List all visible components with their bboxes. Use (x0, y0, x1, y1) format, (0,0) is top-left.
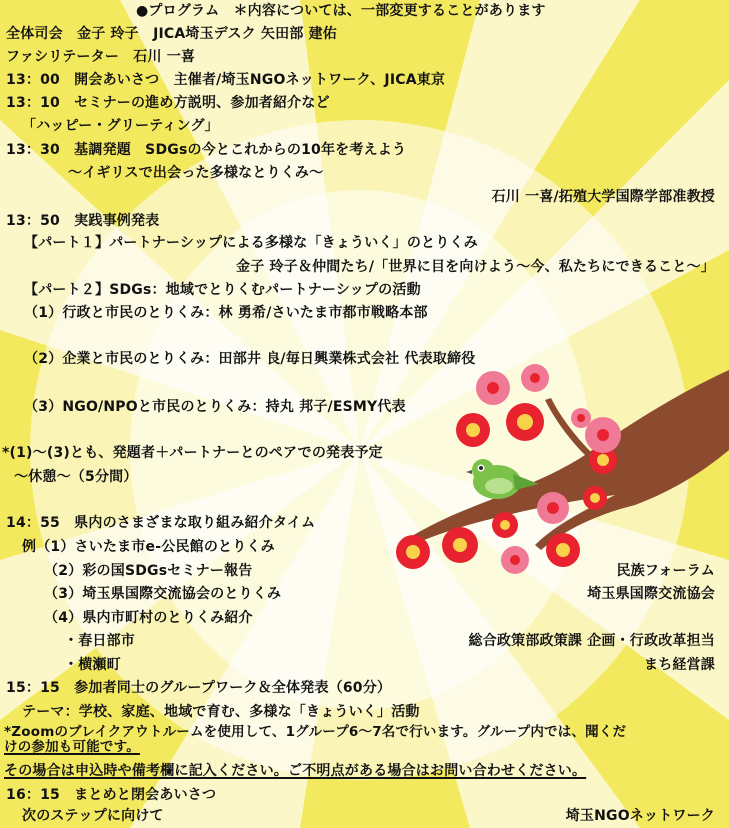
example-4a: ・春日部市 (64, 633, 135, 649)
keynote-speaker: 石川 一喜/拓殖大学国際学部准教授 (491, 189, 715, 205)
schedule-1300: 13：00 開会あいさつ 主催者/埼玉NGOネットワーク、JICA東京 (6, 72, 446, 88)
schedule-1330: 13：30 基調発題 SDGsの今とこれからの10年を考えよう (6, 142, 407, 158)
part1-title: 【パート１】パートナーシップによる多様な「きょういく」のとりくみ (24, 235, 478, 251)
part2-item-2: （2）企業と市民のとりくみ：田部井 良/毎日興業株式会社 代表取締役 (24, 351, 476, 367)
zoom-note-line3: その場合は申込時や備考欄に記入ください。ご不明点がある場合はお問い合わせください。 (4, 763, 587, 779)
mc-line: 全体司会 金子 玲子 JICA埼玉デスク 矢田部 建佑 (6, 26, 337, 42)
schedule-1350: 13：50 実践事例発表 (6, 213, 160, 229)
part2-item-3: （3）NGO/NPOと市民のとりくみ：持丸 邦子/ESMY代表 (24, 399, 406, 415)
example-4b: ・横瀬町 (64, 657, 121, 673)
part2-item-1: （1）行政と市民のとりくみ：林 勇希/さいたま市都市戦略本部 (24, 305, 428, 321)
example-2: （2）彩の国SDGsセミナー報告 (44, 563, 253, 579)
schedule-1330-subtitle: ～イギリスで出会った多様なとりくみ～ (68, 165, 324, 181)
schedule-1310-sub: 「ハッピー・グリーティング」 (22, 118, 219, 134)
program-header: ●プログラム ＊内容については、一部変更することがあります (136, 3, 546, 19)
example-1: 例（1）さいたま市e-公民館のとりくみ (22, 539, 275, 555)
schedule-1455: 14：55 県内のさまざまな取り組み紹介タイム (6, 515, 316, 531)
example-4b-org: まち経営課 (644, 657, 715, 673)
example-4a-org: 総合政策部政策課 企画・行政改革担当 (468, 633, 715, 649)
part2-title: 【パート２】SDGs：地域でとりくむパートナーシップの活動 (24, 282, 421, 298)
example-3-org: 埼玉県国際交流協会 (587, 586, 715, 602)
example-4: （4）県内市町村のとりくみ紹介 (44, 610, 253, 626)
example-3: （3）埼玉県国際交流協会のとりくみ (44, 586, 282, 602)
plum-blossom-illustration (385, 360, 729, 580)
next-steps: 次のステップに向けて (22, 808, 164, 824)
part1-speaker: 金子 玲子＆仲間たち/「世界に目を向けよう～今、私たちにできること～」 (236, 259, 715, 275)
zoom-note-line2: けの参加も可能です。 (4, 739, 140, 755)
schedule-1515: 15：15 参加者同士のグループワーク＆全体発表（60分） (6, 680, 392, 696)
zoom-note-line1: *Zoomのブレイクアウトルームを使用して、1グループ6～7名で行います。グループ内では、聞くだ (4, 724, 627, 740)
closing-org: 埼玉NGOネットワーク (565, 808, 715, 824)
schedule-1615: 16：15 まとめと閉会あいさつ (6, 787, 217, 803)
branch (405, 370, 729, 550)
break-line: ～休憩～（5分間） (14, 469, 138, 485)
facilitator-line: ファシリテーター 石川 一喜 (6, 49, 196, 65)
pair-note: *(1)～(3)とも、発題者＋パートナーとのペアでの発表予定 (2, 445, 383, 461)
example-2-org: 民族フォーラム (616, 563, 715, 579)
groupwork-theme: テーマ：学校、家庭、地域で育む、多様な「きょういく」活動 (22, 704, 420, 720)
schedule-1310: 13：10 セミナーの進め方説明、参加者紹介など (6, 95, 330, 111)
